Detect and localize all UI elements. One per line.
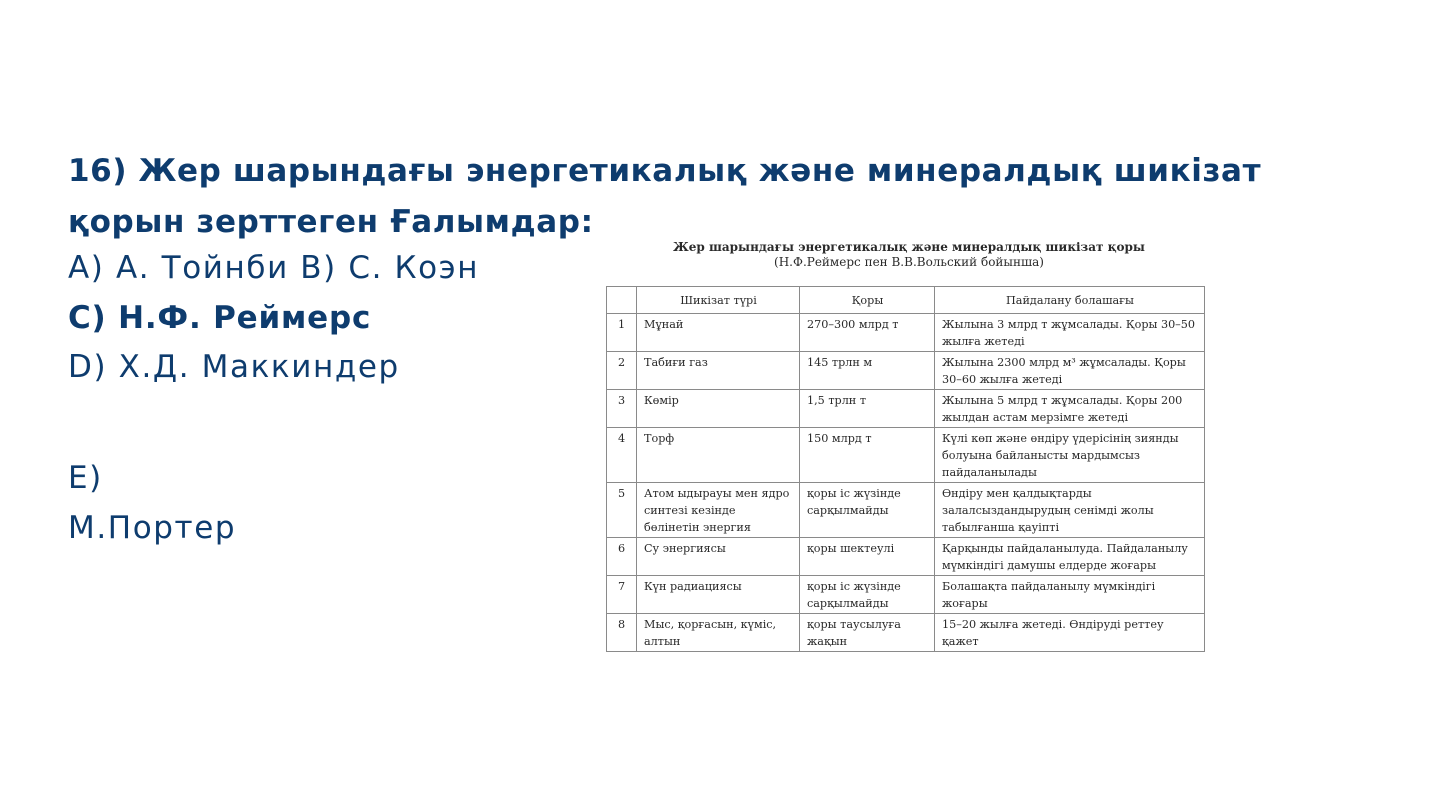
row-number: 4 [607, 428, 637, 483]
resource-type-cell: Мыс, қорғасын, күміс, алтын [637, 614, 800, 652]
row-number: 3 [607, 390, 637, 428]
option-a-b: А) А. Тойнби В) С. Коэн [68, 250, 480, 286]
reserves-cell: 145 трлн м [800, 352, 935, 390]
header-reserves: Қоры [800, 287, 935, 314]
table-subtitle: (Н.Ф.Реймерс пен В.В.Вольский бойынша) [774, 255, 1044, 269]
table-row [607, 538, 1205, 576]
future-use-cell: 15–20 жылға жетеді. Өндіруді реттеу қажет [935, 614, 1205, 652]
question-text: 16) Жер шарындағы энергетикалық және минералдық шикізат қорын зерттеген Ғалымдар: [68, 153, 1262, 240]
future-use-cell: Болашақта пайдаланылу мүмкіндігі жоғары [935, 576, 1205, 614]
resource-table [606, 286, 1205, 652]
header-future-use: Пайдалану болашағы [935, 287, 1205, 314]
future-use-cell: Өндіру мен қалдықтарды залалсыздандырудың сенімді жолы табылғанша қауіпті [935, 483, 1205, 538]
resource-type-cell: Атом ыдырауы мен ядро синтезі кезінде бөлінетін энергия [637, 483, 800, 538]
reserves-cell: 150 млрд т [800, 428, 935, 483]
row-number: 2 [607, 352, 637, 390]
reserves-cell: қоры таусылуға жақын [800, 614, 935, 652]
reserves-cell: 1,5 трлн т [800, 390, 935, 428]
table-row [607, 390, 1205, 428]
option-d: D) Х.Д. Маккиндер [68, 349, 400, 385]
future-use-cell: Жылына 2300 млрд м³ жұмсалады. Қоры 30–60 жылға жетеді [935, 352, 1205, 390]
table-row [607, 314, 1205, 352]
table-header-row [607, 287, 1205, 314]
reserves-cell: қоры шектеулі [800, 538, 935, 576]
option-e-name: М.Портер [68, 510, 237, 546]
table-row [607, 428, 1205, 483]
row-number: 7 [607, 576, 637, 614]
header-number [607, 287, 637, 314]
reserves-cell: қоры іс жүзінде сарқылмайды [800, 483, 935, 538]
row-number: 1 [607, 314, 637, 352]
table-row [607, 576, 1205, 614]
reserves-cell: қоры іс жүзінде сарқылмайды [800, 576, 935, 614]
resource-type-cell: Табиғи газ [637, 352, 800, 390]
row-number: 5 [607, 483, 637, 538]
table-row [607, 483, 1205, 538]
resource-type-cell: Мұнай [637, 314, 800, 352]
option-c-correct: С) Н.Ф. Реймерс [68, 300, 372, 336]
table-row [607, 614, 1205, 652]
future-use-cell: Жылына 5 млрд т жұмсалады. Қоры 200 жылдан астам мерзімге жетеді [935, 390, 1205, 428]
resource-table-figure [606, 240, 1204, 652]
row-number: 8 [607, 614, 637, 652]
header-resource-type: Шикізат түрі [637, 287, 800, 314]
future-use-cell: Қарқынды пайдаланылуда. Пайдаланылу мүмкіндігі дамушы елдерде жоғары [935, 538, 1205, 576]
future-use-cell: Күлі көп және өндіру үдерісінің зиянды болуына байланысты мардымсыз пайдаланылады [935, 428, 1205, 483]
reserves-cell: 270–300 млрд т [800, 314, 935, 352]
table-title: Жер шарындағы энергетикалық және минералдық шикізат қоры [673, 240, 1145, 254]
row-number: 6 [607, 538, 637, 576]
option-e-letter: Е) [68, 460, 103, 496]
resource-type-cell: Су энергиясы [637, 538, 800, 576]
resource-type-cell: Күн радиациясы [637, 576, 800, 614]
resource-type-cell: Торф [637, 428, 800, 483]
table-row [607, 352, 1205, 390]
future-use-cell: Жылына 3 млрд т жұмсалады. Қоры 30–50 жылға жетеді [935, 314, 1205, 352]
resource-type-cell: Көмір [637, 390, 800, 428]
